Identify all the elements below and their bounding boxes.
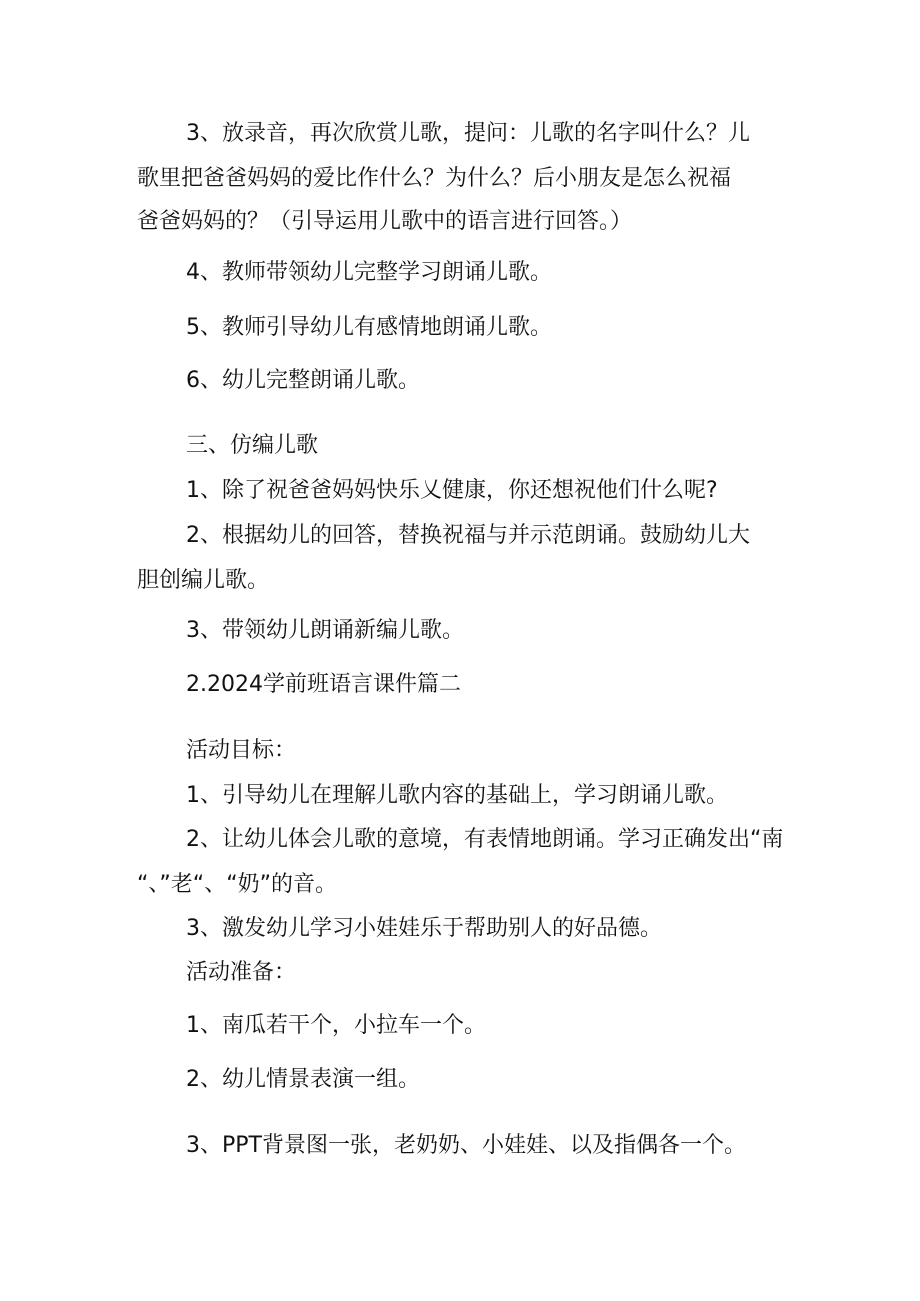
item-1: 1、除了祝爸爸妈妈快乐乂健康，你还想祝他们什么呢? (186, 478, 718, 503)
prep-2: 2、幼儿情景表演一组。 (186, 1067, 420, 1092)
prep-1: 1、南瓜若干个，小拉车一个。 (186, 1013, 486, 1038)
section-title: 2.2024学前班语言课件篇二 (186, 672, 461, 697)
paragraph-3-line-2: 歌里把爸爸妈妈的爱比作什么？为什么？后小朋友是怎么祝福 (137, 166, 732, 191)
goal-2-line-2: “、”老“、“奶”的音。 (137, 872, 337, 897)
goals-heading: 活动目标： (186, 738, 297, 763)
prep-3: 3、PPT背景图一张，老奶奶、小娃娃、以及指偶各一个。 (186, 1133, 746, 1158)
paragraph-5: 5、教师引导幼儿有感情地朗诵儿歌。 (186, 315, 552, 340)
preparation-heading: 活动准备： (186, 960, 297, 985)
goal-2-line-1: 2、让幼儿体会儿歌的意境，有表情地朗诵。学习正确发出“南 (186, 827, 784, 852)
goal-3: 3、激发幼儿学习小娃娃乐于帮助别人的好品德。 (186, 916, 662, 941)
paragraph-6: 6、幼儿完整朗诵儿歌。 (186, 368, 420, 393)
item-2-line-1: 2、根据幼儿的回答，替换祝福与并示范朗诵。鼓励幼儿大 (186, 523, 750, 548)
item-3: 3、带领幼儿朗诵新编儿歌。 (186, 618, 464, 643)
paragraph-3-line-1: 3、放录音，再次欣赏儿歌，提问：儿歌的名字叫什么？儿 (186, 121, 750, 146)
paragraph-3-line-3: 爸爸妈妈的？（引导运用儿歌中的语言进行回答。） (137, 209, 633, 234)
goal-1: 1、引导幼儿在理解儿歌内容的基础上，学习朗诵儿歌。 (186, 783, 728, 808)
paragraph-4: 4、教师带领幼儿完整学习朗诵儿歌。 (186, 260, 552, 285)
item-2-line-2: 胆创编儿歌。 (137, 568, 270, 593)
section-heading-3: 三、仿编儿歌 (186, 433, 319, 458)
